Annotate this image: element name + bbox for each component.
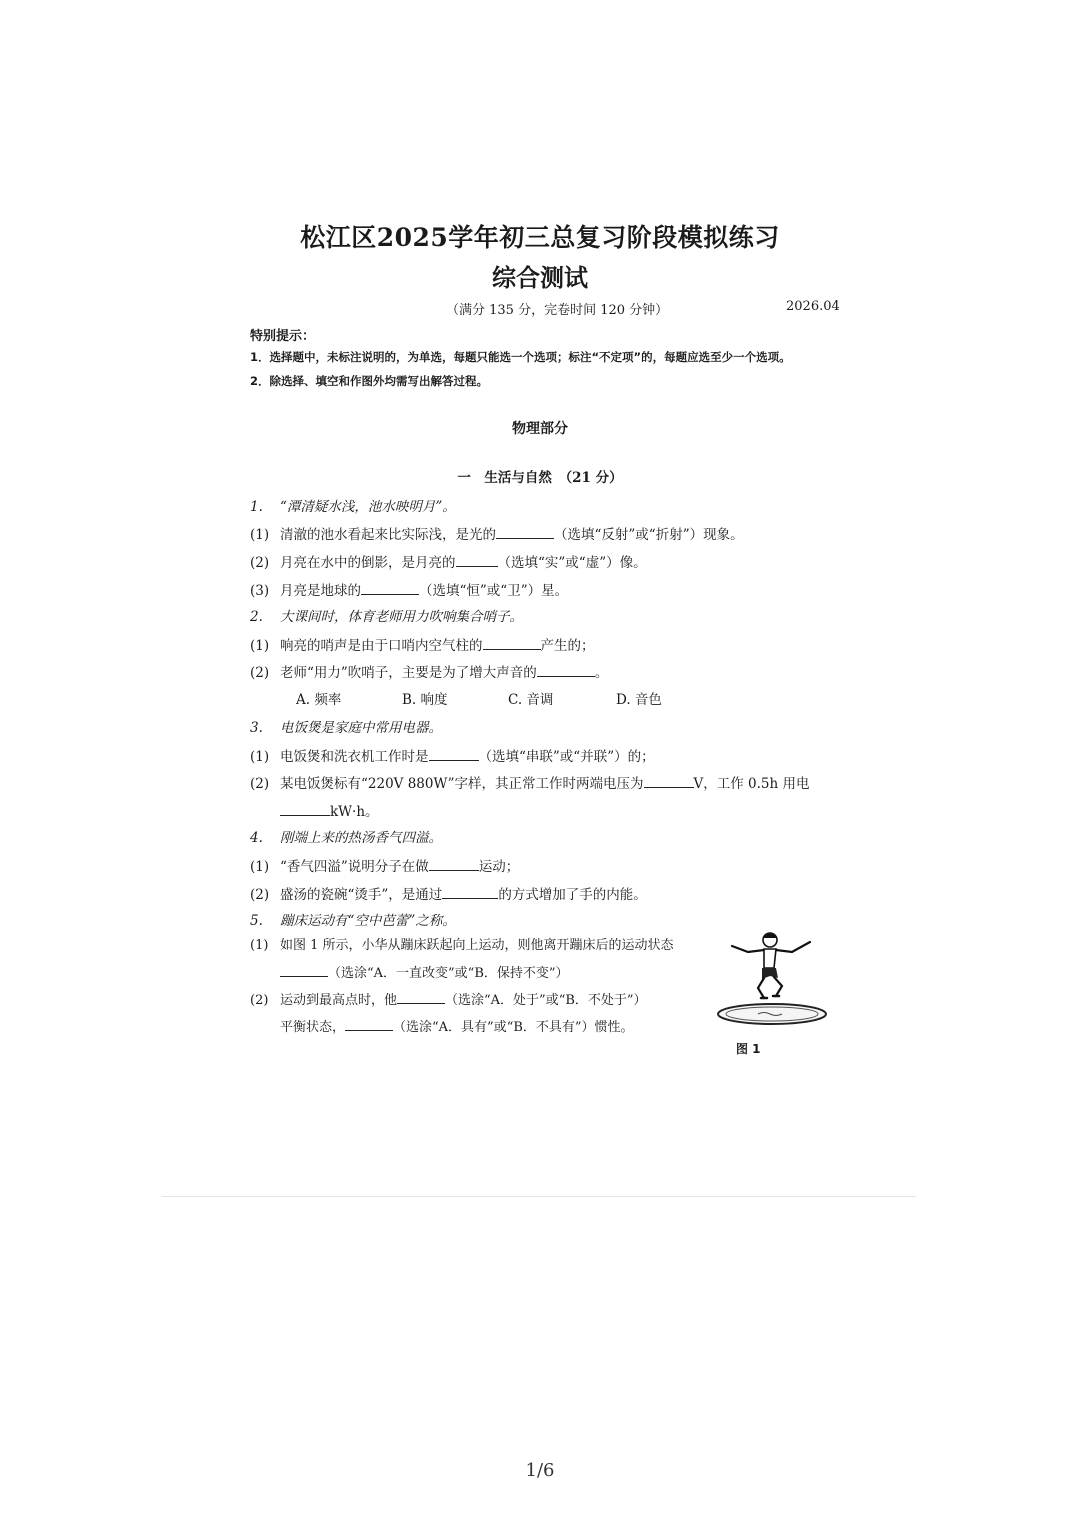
question-2-stem [250,605,523,625]
answer-blank[interactable] [537,662,595,677]
notice-heading: 特别提示： [250,329,316,344]
notice-item: 1．选择题中，未标注说明的，为单选，每题只能选一个选项；标注“不定项”的，每题应选至少一个选项。 [250,350,791,364]
sub-text: 平衡状态， [280,1020,346,1035]
sub-text: （选涂“A．具有”或“B．不具有”）惯性。 [393,1020,634,1035]
question-3-1 [250,745,655,765]
question-number: 2. [250,609,263,625]
question-2-2 [250,661,608,681]
answer-blank[interactable] [361,580,419,595]
answer-blank[interactable] [397,989,445,1004]
sub-text: V，工作 0.5h 用电 [693,776,810,792]
question-text: 蹦床运动有“空中芭蕾”之称。 [280,913,456,929]
sub-text: 运动到最高点时，他 [280,993,398,1008]
sub-text: “香气四溢”说明分子在做 [280,859,429,875]
sub-text: 产生的； [540,638,595,654]
sub-text: 月亮是地球的 [280,583,361,599]
trampoline-figure [712,926,830,1034]
sub-number: (2) [250,993,269,1008]
question-4-2 [250,883,647,903]
question-text: 电饭煲是家庭中常用电器。 [280,720,442,736]
question-number: 5. [250,913,263,929]
sub-text: 某电饭煲标有“220V 880W”字样，其正常工作时两端电压为 [280,776,644,792]
question-5-2 [250,989,647,1008]
notice-item: 2．除选择、填空和作图外均需写出解答过程。 [250,374,488,388]
answer-blank[interactable] [280,801,330,816]
exam-meta: （满分 135 分，完卷时间 120 分钟） [446,303,669,318]
answer-blank[interactable] [456,552,498,567]
sub-number: (3) [250,583,270,599]
sub-number: (1) [250,527,270,543]
sub-text: 运动； [478,859,520,875]
sub-text: （选填“反射”或“折射”）现象。 [554,527,744,543]
sub-number: (1) [250,749,270,765]
sub-number: (1) [250,638,270,654]
question-5-stem [250,909,456,929]
sub-text: kW·h。 [330,804,379,820]
answer-blank[interactable] [429,856,479,871]
answer-blank[interactable] [429,746,479,761]
sub-text: （选填“串联”或“并联”）的； [478,749,655,765]
option-c[interactable]: C. 音调 [508,692,554,708]
sub-number: (2) [250,776,270,792]
question-number: 3. [250,720,263,736]
sub-text: （选涂“A．处于”或“B．不处于”） [445,993,647,1008]
question-5-2-cont [280,1016,634,1035]
question-text: 大课间时，体育老师用力吹响集合哨子。 [280,609,523,625]
sub-text: 电饭煲和洗衣机工作时是 [280,749,429,765]
part-title: 一 生活与自然 （21 分） [457,470,623,486]
sub-text: 响亮的哨声是由于口哨内空气柱的 [280,638,483,654]
page-number: 1/6 [525,1460,555,1481]
question-5-1 [250,934,674,953]
answer-blank[interactable] [345,1016,393,1031]
question-2-1 [250,634,595,654]
answer-blank[interactable] [280,962,328,977]
question-1-2 [250,551,647,571]
question-4-1 [250,855,519,875]
question-text: “潭清疑水浅，池水映明月”。 [280,499,456,515]
sub-text: （选涂“A．一直改变”或“B．保持不变”） [328,966,569,981]
exam-title: 松江区2025学年初三总复习阶段模拟练习 [300,223,780,252]
sub-text: 清澈的池水看起来比实际浅，是光的 [280,527,496,543]
question-2-options [296,688,662,708]
page-divider [162,1196,916,1197]
sub-text: 老师“用力”吹哨子，主要是为了增大声音的 [280,665,537,681]
sub-number: (1) [250,938,269,953]
sub-number: (2) [250,665,270,681]
option-b[interactable]: B. 响度 [402,692,448,708]
answer-blank[interactable] [483,635,541,650]
question-1-3 [250,579,568,599]
sub-text: 。 [594,665,609,681]
question-5-1-cont [280,962,569,981]
option-d[interactable]: D. 音色 [616,692,662,708]
sub-text: （选填“恒”或“卫”）星。 [419,583,569,599]
exam-subtitle: 综合测试 [492,263,588,292]
sub-text: 盛汤的瓷碗“烫手”，是通过 [280,887,443,903]
option-a[interactable]: A. 频率 [296,692,342,708]
sub-number: (2) [250,555,270,571]
figure-label: 图 1 [736,1042,761,1056]
question-text: 刚端上来的热汤香气四溢。 [280,830,442,846]
sub-text: 的方式增加了手的内能。 [498,887,647,903]
question-3-2 [250,772,810,792]
question-number: 4. [250,830,263,846]
question-4-stem [250,826,442,846]
question-number: 1. [250,499,263,515]
exam-date: 2026.04 [786,299,840,314]
sub-number: (1) [250,859,270,875]
sub-text: 月亮在水中的倒影，是月亮的 [280,555,456,571]
sub-number: (2) [250,887,270,903]
answer-blank[interactable] [644,773,694,788]
sub-text: 如图 1 所示，小华从蹦床跃起向上运动，则他离开蹦床后的运动状态 [280,938,674,953]
question-3-2-cont [280,800,379,820]
question-1-1 [250,523,744,543]
answer-blank[interactable] [442,884,498,899]
question-1-stem [250,495,456,515]
section-title: 物理部分 [512,421,568,437]
answer-blank[interactable] [496,524,554,539]
question-3-stem [250,716,442,736]
sub-text: （选填“实”或“虚”）像。 [497,555,647,571]
